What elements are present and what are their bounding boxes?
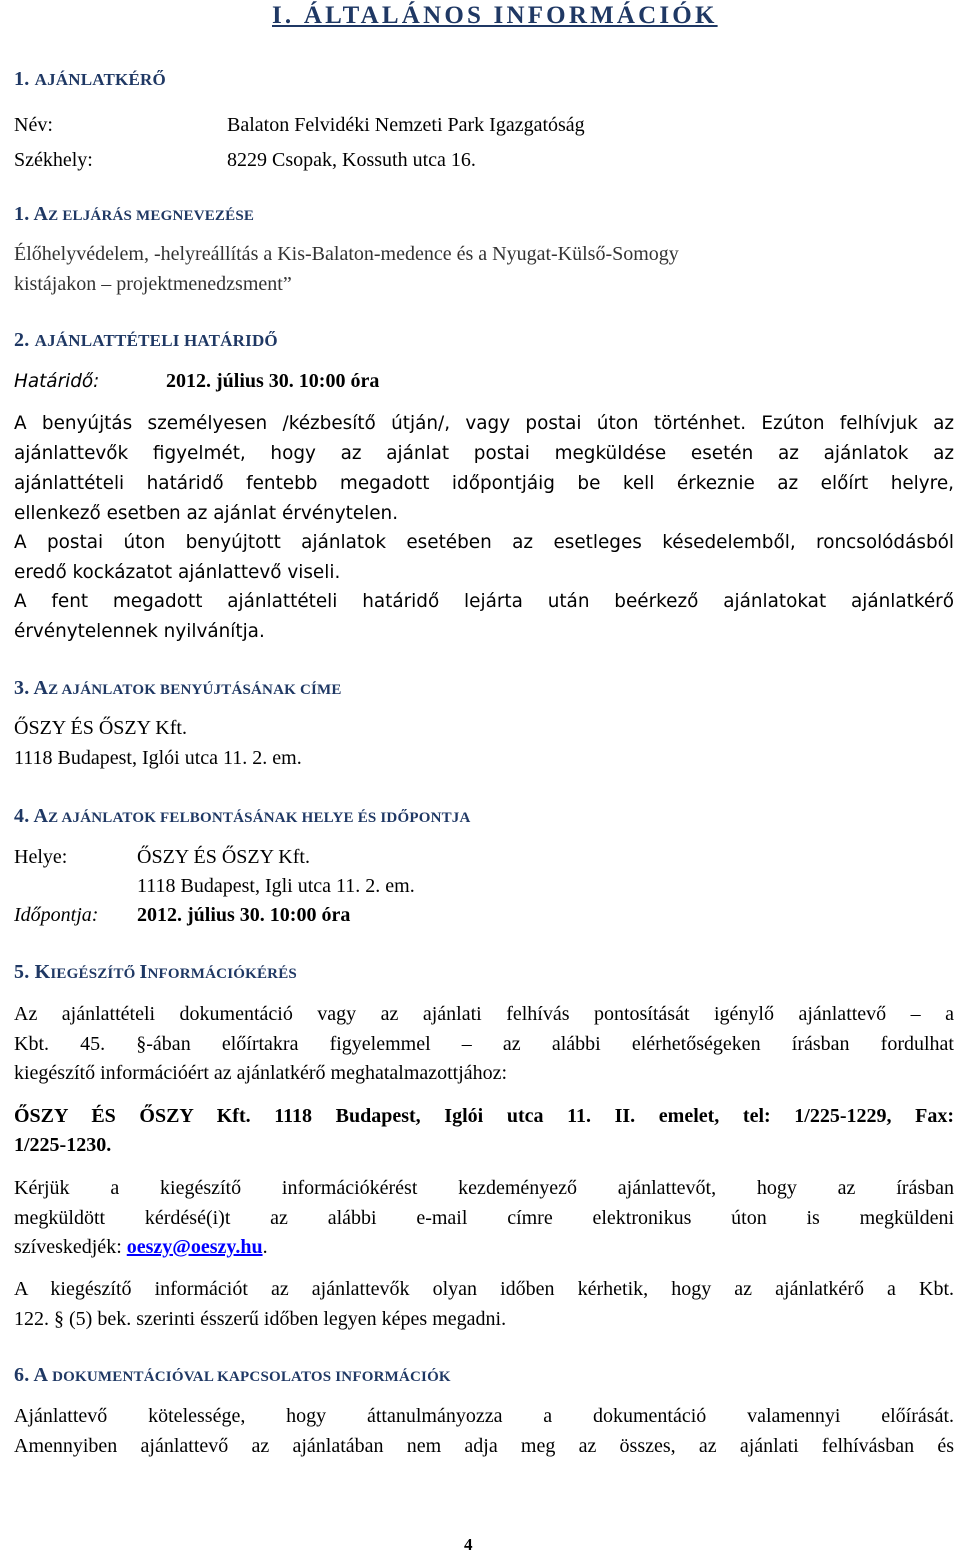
opening-place-company: ŐSZY ÉS ŐSZY Kft.	[137, 846, 310, 868]
requester-name-value: Balaton Felvidéki Nemzeti Park Igazgatóság	[227, 114, 585, 136]
info-paragraph-3-line-1: A kiegészítő információt az ajánlattevők olyan időben kérhetik, hogy az ajánlatkérő a Kbt.	[14, 1278, 954, 1300]
requester-name-label: Név:	[14, 114, 53, 136]
deadline-paragraph-2-line-1: A postai úton benyújtott ajánlatok esetében az esetleges késedelemből, roncsolódásból	[14, 532, 954, 553]
opening-place-label: Helye:	[14, 846, 68, 868]
email-link[interactable]: oeszy@oeszy.hu	[126, 1236, 263, 1258]
deadline-paragraph-1-line-2: ajánlattevők figyelmét, hogy az ajánlat postai megküldése esetén az ajánlatok az	[14, 443, 954, 464]
section-1-heading: 1. AJÁNLATKÉRŐ	[14, 68, 166, 90]
deadline-paragraph-1-line-4: ellenkező esetben az ajánlat érvénytelen.	[14, 503, 399, 524]
info-paragraph-3-line-2: 122. § (5) bek. szerinti ésszerű időben legyen képes megadni.	[14, 1308, 507, 1330]
section-3-heading: 3. AZ AJÁNLATOK BENYÚJTÁSÁNAK CÍME	[14, 677, 342, 699]
opening-time-label: Időpontja:	[14, 904, 99, 926]
deadline-paragraph-1-line-3: ajánlattételi határidő fentebb megadott időpontjáig be kell érkeznie az előírt helyre,	[14, 473, 954, 494]
opening-place-address: 1118 Budapest, Igli utca 11. 2. em.	[137, 875, 415, 897]
section-2-heading: 2. AJÁNLATTÉTELI HATÁRIDŐ	[14, 329, 278, 351]
section-5-heading: 5. KIEGÉSZÍTŐ INFORMÁCIÓKÉRÉS	[14, 961, 297, 983]
requester-seat-label: Székhely:	[14, 149, 93, 171]
submission-company: ŐSZY ÉS ŐSZY Kft.	[14, 717, 187, 739]
deadline-paragraph-3-line-2: érvénytelennek nyilvánítja.	[14, 621, 265, 642]
section-6-heading: 6. A DOKUMENTÁCIÓVAL KAPCSOLATOS INFORMÁCIÓK	[14, 1364, 451, 1386]
submission-address: 1118 Budapest, Iglói utca 11. 2. em.	[14, 747, 302, 769]
deadline-value: 2012. július 30. 10:00 óra	[166, 370, 380, 392]
procedure-name-line-1: Élőhelyvédelem, -helyreállítás a Kis-Balaton-medence és a Nyugat-Külső-Somogy	[14, 243, 679, 265]
opening-time-value: 2012. július 30. 10:00 óra	[137, 904, 351, 926]
deadline-label: Határidő:	[14, 371, 100, 392]
deadline-paragraph-1-line-1: A benyújtás személyesen /kézbesítő útján/, vagy postai úton történhet. Ezúton felhívjuk az	[14, 413, 954, 434]
contact-line-1: ŐSZY ÉS ŐSZY Kft. 1118 Budapest, Iglói utca 11. II. emelet, tel: 1/225-1229, Fax:	[14, 1105, 954, 1127]
info-paragraph-1-line-2: Kbt. 45. §-ában előírtakra figyelemmel – az alábbi elérhetőségeken írásban fordulhat	[14, 1033, 954, 1055]
info-paragraph-2-line-1: Kérjük a kiegészítő információkérést kezdeményező ajánlattevőt, hogy az írásban	[14, 1177, 954, 1199]
info-paragraph-2-line-2: megküldött kérdésé(i)t az alábbi e-mail címre elektronikus úton is megküldeni	[14, 1207, 954, 1229]
deadline-paragraph-3-line-1: A fent megadott ajánlattételi határidő lejárta után beérkező ajánlatokat ajánlatkérő	[14, 591, 954, 612]
section-procedure-heading: 1. AZ ELJÁRÁS MEGNEVEZÉSE	[14, 203, 255, 225]
documentation-line-2: Amennyiben ajánlattevő az ajánlatában nem adja meg az összes, az ajánlati felhívásban és	[14, 1435, 954, 1457]
info-paragraph-1-line-3: kiegészítő információért az ajánlatkérő meghatalmazottjához:	[14, 1062, 508, 1084]
page-title: I. ÁLTALÁNOS INFORMÁCIÓK	[272, 2, 718, 29]
page-number: 4	[464, 1535, 473, 1554]
section-4-heading: 4. AZ AJÁNLATOK FELBONTÁSÁNAK HELYE ÉS IDŐPONTJA	[14, 805, 471, 827]
info-paragraph-1-line-1: Az ajánlattételi dokumentáció vagy az ajánlati felhívás pontosítását igénylő ajánlattevő – a	[14, 1003, 954, 1025]
requester-seat-value: 8229 Csopak, Kossuth utca 16.	[227, 149, 476, 171]
info-paragraph-2-line-3: szíveskedjék: oeszy@oeszy.hu.	[14, 1236, 268, 1258]
procedure-name-line-2: kistájakon – projektmenedzsment”	[14, 273, 292, 295]
contact-line-2: 1/225-1230.	[14, 1134, 112, 1156]
documentation-line-1: Ajánlattevő kötelessége, hogy áttanulmányozza a dokumentáció valamennyi előírását.	[14, 1405, 954, 1427]
deadline-paragraph-2-line-2: eredő kockázatot ajánlattevő viseli.	[14, 562, 341, 583]
